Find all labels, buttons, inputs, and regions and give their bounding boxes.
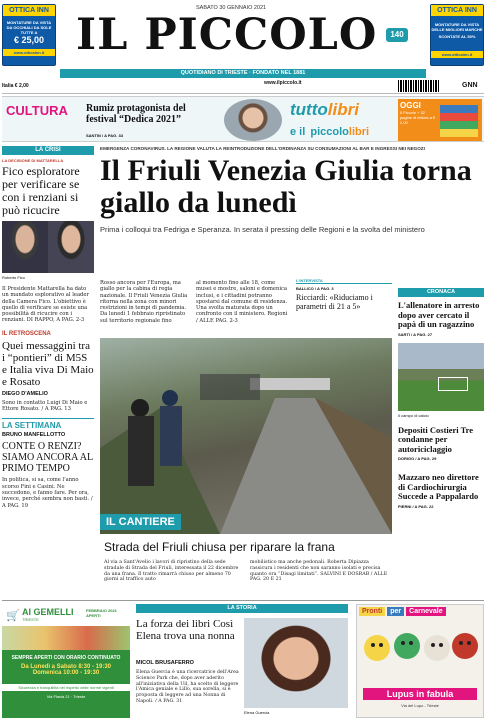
ad-line2: DELLE MIGLIORI MARCHE [431,27,483,32]
carnevale-banner1: Pronti [359,607,385,616]
main-body-a: Rosso ancora per l'Europa, ma giallo per la cabina di regia nazionale. Il Friuli Venezia Giulia ritorna nella zona con minori restrizioni in tempi di pandemia. Da lunedì 1 febbraio ripristinato sul territorio regionale fino [100,280,188,324]
ad-brand: OTTICA INN [431,5,483,16]
rumiz-photo [224,99,282,141]
headline-depositi[interactable]: Depositi Costieri Tre condanne per autoriciclaggio [398,424,474,454]
carnevale-banner2: per [387,607,404,616]
interview-box[interactable] [296,278,392,330]
barcode [398,80,440,92]
right-column [398,288,484,596]
left-column [2,146,94,596]
body-settimana: In politica, si sa, come l'anno scorso Fini e Casini. Ne succedono, e fanno fare. Per ora, invece, perché sembra non basti. / A PAG. 19 [2,477,93,509]
headline-mazzaro[interactable]: Mazzaro neo direttore di Cardiochirurgia Succede a Pappalardo [398,472,479,501]
ad-line1: MONTATURE DA VISTA [6,20,52,25]
tuttolibri-sub1: e il [290,126,306,138]
landslide-photo [100,338,392,534]
body-pontieri: Sono in contatto Luigi Di Maio e Ettore Rosato. / A PAG. 13 [2,399,88,413]
tuttolibri-sub3: libri [348,126,370,138]
photo-body-a: Al via a Sant'Avelio i lavori di ripristino della sede stradale di Strada del Friuli, interessata il 22 dicembre da una frana. Il tratto rimarrà chiuso per almeno 70 giorni al traffico auto [104,560,239,583]
ad-carnevale[interactable] [356,604,484,718]
website[interactable]: www.ilpiccolo.it [264,80,302,86]
bottom-rule [2,600,484,601]
author-damelio: DIEGO D'AMELIO [2,390,48,397]
gemelli-line3: Domenica 10:00 - 19:30 [32,670,100,676]
ad-line3: SCONTATE AL 50% [438,34,476,39]
main-headline[interactable]: Il Friuli Venezia Giulia torna giallo da lunedì [100,154,472,219]
story-headline: La forza dei libri Così Elena trova una nonna [136,618,235,642]
headline-pontieri[interactable]: Quei messaggini tra i “pontieri” di M5S e Italia viva Di Maio e Rosato [2,339,94,388]
headline-fico[interactable]: Fico esploratore per verificare se con i renziani si può ricucire [2,164,80,217]
book-stack-icon [440,105,478,137]
tagline: QUOTIDIANO DI TRIESTE · FONDATO NEL 1881 [180,70,306,76]
section-label-settimana: LA SETTIMANA [2,418,94,430]
cultura-byline: SANTIN / A PAG. 33 [86,133,123,138]
gemelli-line2: Da Lunedì a Sabato 8:30 - 19:30 [20,664,112,670]
section-label-crisi: LA CRISI [2,146,94,155]
photo-body-b: mobilistico ma anche pedonali. Roberta Dipiazza rassicura i residenti che non saranno isolati e precisa quanto ora “Disagi limitati”. SALVINI E DOSRAB / ALLE PAG. 20 E 21 [250,560,388,583]
ad-line2: DA OCCHIALI DA SOLE [6,25,52,30]
masthead-title: IL PICCOLO [76,10,378,60]
headline-conte-renzi[interactable]: CONTE O RENZI? SIAMO ANCORA AL PRIMO TEMPO [2,441,93,475]
story-author: MICOL BRUSAFERRO [136,660,194,666]
caption-campo: Il campo di calcio [398,412,429,418]
gemelli-brand: AI GEMELLI [22,607,74,617]
tuttolibri-logo[interactable] [290,100,396,140]
gnn-logo: GNN [462,82,478,89]
main-body-b: al momento fino alle 18, come musei e mostre, saloni e domenica inclusi, e i cittadini potranno spostarsi dal comune di residenza. Una svolta maturata dopo un confronto con il ministero. Regioni / ALLE PAG. 2-3 [196,280,288,324]
gemelli-footer1: Sicurezza e tranquillità nel rispetto delle norme vigenti [2,684,130,691]
story-caption: Elena Guercia [244,710,270,715]
ad-line3: TUTTE A [20,30,38,35]
author-pierni: PIERNI / A PAG. 22 [398,503,434,509]
carnevale-banner3: Carnevale [406,607,445,616]
caption-fico: Roberto Fico [2,275,25,280]
author-sarti: SARTI / A PAG. 27 [398,331,433,337]
photo-headline[interactable]: Strada del Friuli chiusa per riparare la frana [104,540,335,554]
tuttolibri-sub2: piccolo [310,126,349,138]
football-field-photo [398,343,484,411]
ad-brand: OTTICA INN [3,5,55,16]
ad-top-right[interactable] [430,4,484,66]
cultura-headline: Rumiz protagonista del festival “Dedica 2021” [86,103,186,125]
tuttolibri-title2: libri [327,100,359,119]
section-label-retroscena: IL RETROSCENA [2,330,94,338]
ad-url: www.otticainn.it [3,49,55,56]
gemelli-footer2: Via Flavia 21 · Trieste [46,694,86,699]
main-subhead: Prima i colloqui tra Fedriga e Speranza. In serata il pressing delle Regioni e la svolta del ministero [100,225,425,234]
main-kicker: EMERGENZA CORONAVIRUS. LA REGIONE VALUTA LA REINTRODUZIONE DELL'ORDINANZA SU CONSUMAZIONI AL BAR E INGRESSI NEI NEGOZI [100,146,425,151]
cultura-label: CULTURA [6,103,68,118]
gemelli-date: FEBBRAIO 2021 APERTI [86,608,117,618]
masthead-date: SABATO 30 GENNAIO 2021 [196,5,267,11]
ad-url: www.otticainn.it [431,51,483,58]
carnevale-shop: Lupus in fabula [363,688,477,700]
body-fico: Il Presidente Mattarella ha dato un mandato esplorativo al leader della Camera Fico. L'obiettivo è quello di verificare se esiste una possibilità di ricucire con i renziani. DI RAPPO, A PAG. 2-3 [2,286,89,324]
ad-price: € 25,00 [13,35,45,45]
ad-top-left[interactable] [2,4,56,66]
shopping-cart-icon: 🛒 [6,609,20,622]
headline-allenatore[interactable]: L'allenatore in arresto dopo aver cercato il papà di un ragazzino [398,300,480,329]
story-body: Elena Guercia è una ricercatrice dell'Area Science Park che, dopo aver aderito all'iniziativa della Uil, ha scelto di leggere l'Amica geniale e Lillo, sua sorella, si è proposta di leggere ad una Nonna di Napoli. / A PAG. 31 [136,670,239,704]
ad-line1: MONTATURE DA VISTA [434,22,480,27]
fico-photo [2,221,94,273]
promo-text: Il Piccolo + 32 pagine di lettura a € 2,00 [400,110,436,125]
author-dorigo: DORIGO / A PAG. 29 [398,456,437,461]
carnevale-toys-illustration [359,618,483,680]
promo-title: OGGI [400,101,421,110]
cultura-band[interactable] [2,96,484,142]
tagline-bar [60,69,426,78]
interview-name: BALLICO / A PAG. 3 [296,286,334,291]
info-strip [2,80,484,94]
price: Italia € 2,00 [2,83,29,89]
section-label-cronaca: CRONACA [398,288,484,297]
ad-gemelli[interactable] [2,604,130,718]
landslide-scene-svg [100,338,392,534]
tuttolibri-title1: tutto [290,100,328,119]
photo-tag-cantiere: IL CANTIERE [100,514,181,530]
story-block[interactable] [136,604,348,718]
section-label-storia: LA STORIA [136,604,348,613]
gemelli-sub: TRIESTE [22,617,39,622]
carnevale-address: Via del Lupo - Trieste [401,703,439,708]
elena-photo [244,618,348,708]
author-manfellotto: BRUNO MANFELLOTTO [2,432,66,439]
tuttolibri-promo [398,99,482,141]
gemelli-photo [2,626,130,650]
interview-headline: Ricciardi: «Riduciamo i parametri di 21 a 5» [296,293,373,311]
kicker-mattarella: LA DECISIONE DI MATTARELLA [2,158,64,163]
anniversary-badge: 140 [386,28,408,42]
gemelli-line1: SEMPRE APERTI CON ORARIO CONTINUATO [11,655,121,661]
interview-label: L'INTERVISTA [296,278,392,284]
